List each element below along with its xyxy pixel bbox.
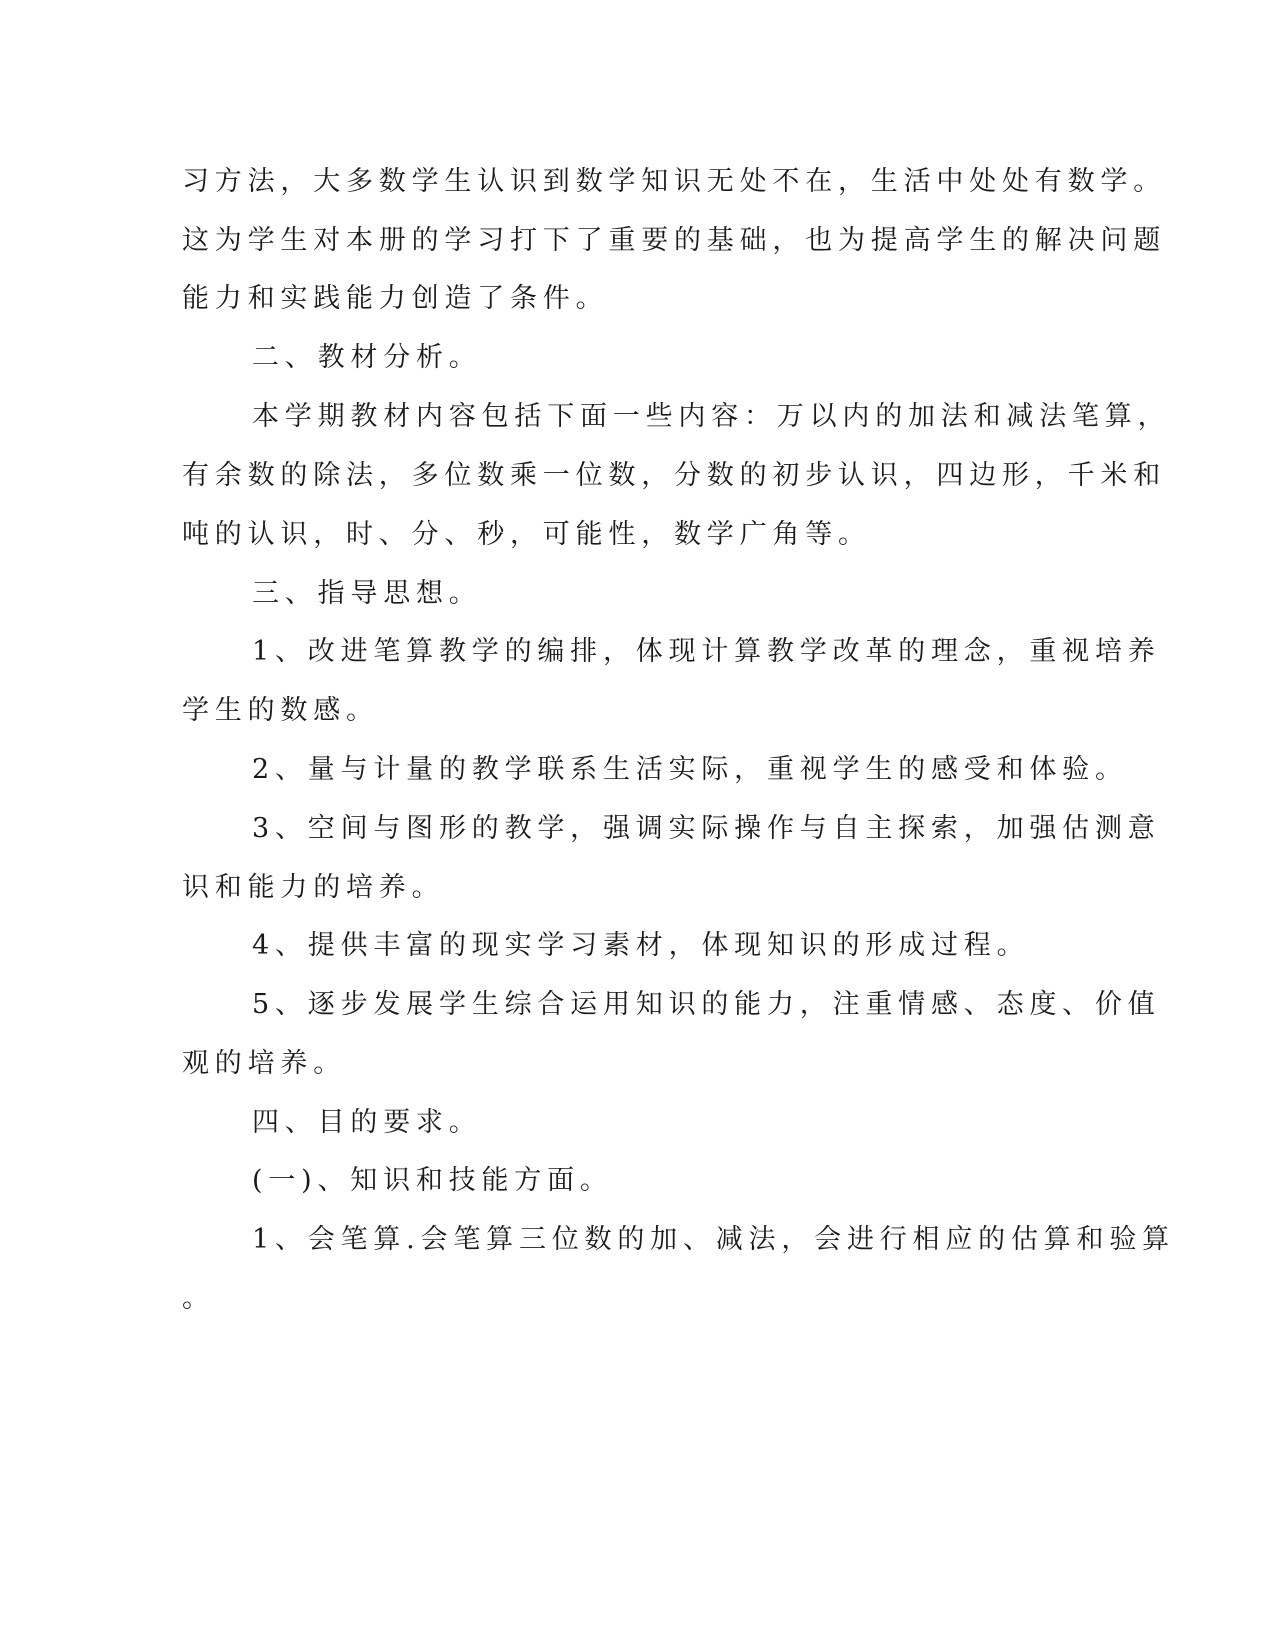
list-item: 1、改进笔算教学的编排，体现计算教学改革的理念，重视培养 [252, 636, 1161, 667]
text-line: 观的培养。 [182, 1048, 346, 1079]
text-line: 学生的数感。 [182, 695, 379, 726]
text-line: 。 [182, 1283, 215, 1314]
list-item: 5、逐步发展学生综合运用知识的能力，注重情感、态度、价值 [252, 989, 1161, 1020]
list-item: 2、量与计量的教学联系生活实际，重视学生的感受和体验。 [252, 754, 1128, 785]
text-line: 吨的认识，时、分、秒，可能性，数学广角等。 [182, 519, 871, 550]
text-line: 习方法，大多数学生认识到数学知识无处不在，生活中处处有数学。 [182, 166, 1166, 197]
list-item: 1、会笔算.会笔算三位数的加、减法，会进行相应的估算和验算 [252, 1224, 1175, 1255]
list-item: 3、空间与图形的教学，强调实际操作与自主探索，加强估测意 [252, 813, 1161, 844]
text-line: 这为学生对本册的学习打下了重要的基础，也为提高学生的解决问题 [182, 225, 1166, 256]
text-line: 识和能力的培养。 [182, 872, 445, 903]
list-item: 4、提供丰富的现实学习素材，体现知识的形成过程。 [252, 930, 1030, 961]
text-line: 本学期教材内容包括下面一些内容：万以内的加法和减法笔算， [252, 401, 1171, 432]
text-line: 能力和实践能力创造了条件。 [182, 283, 609, 314]
text-line: 有余数的除法，多位数乘一位数，分数的初步认识，四边形，千米和 [182, 460, 1166, 491]
section-heading: 二、教材分析。 [252, 342, 482, 373]
subsection-heading: (一)、知识和技能方面。 [252, 1165, 613, 1196]
section-heading: 三、指导思想。 [252, 578, 482, 609]
section-heading: 四、目的要求。 [252, 1107, 482, 1138]
